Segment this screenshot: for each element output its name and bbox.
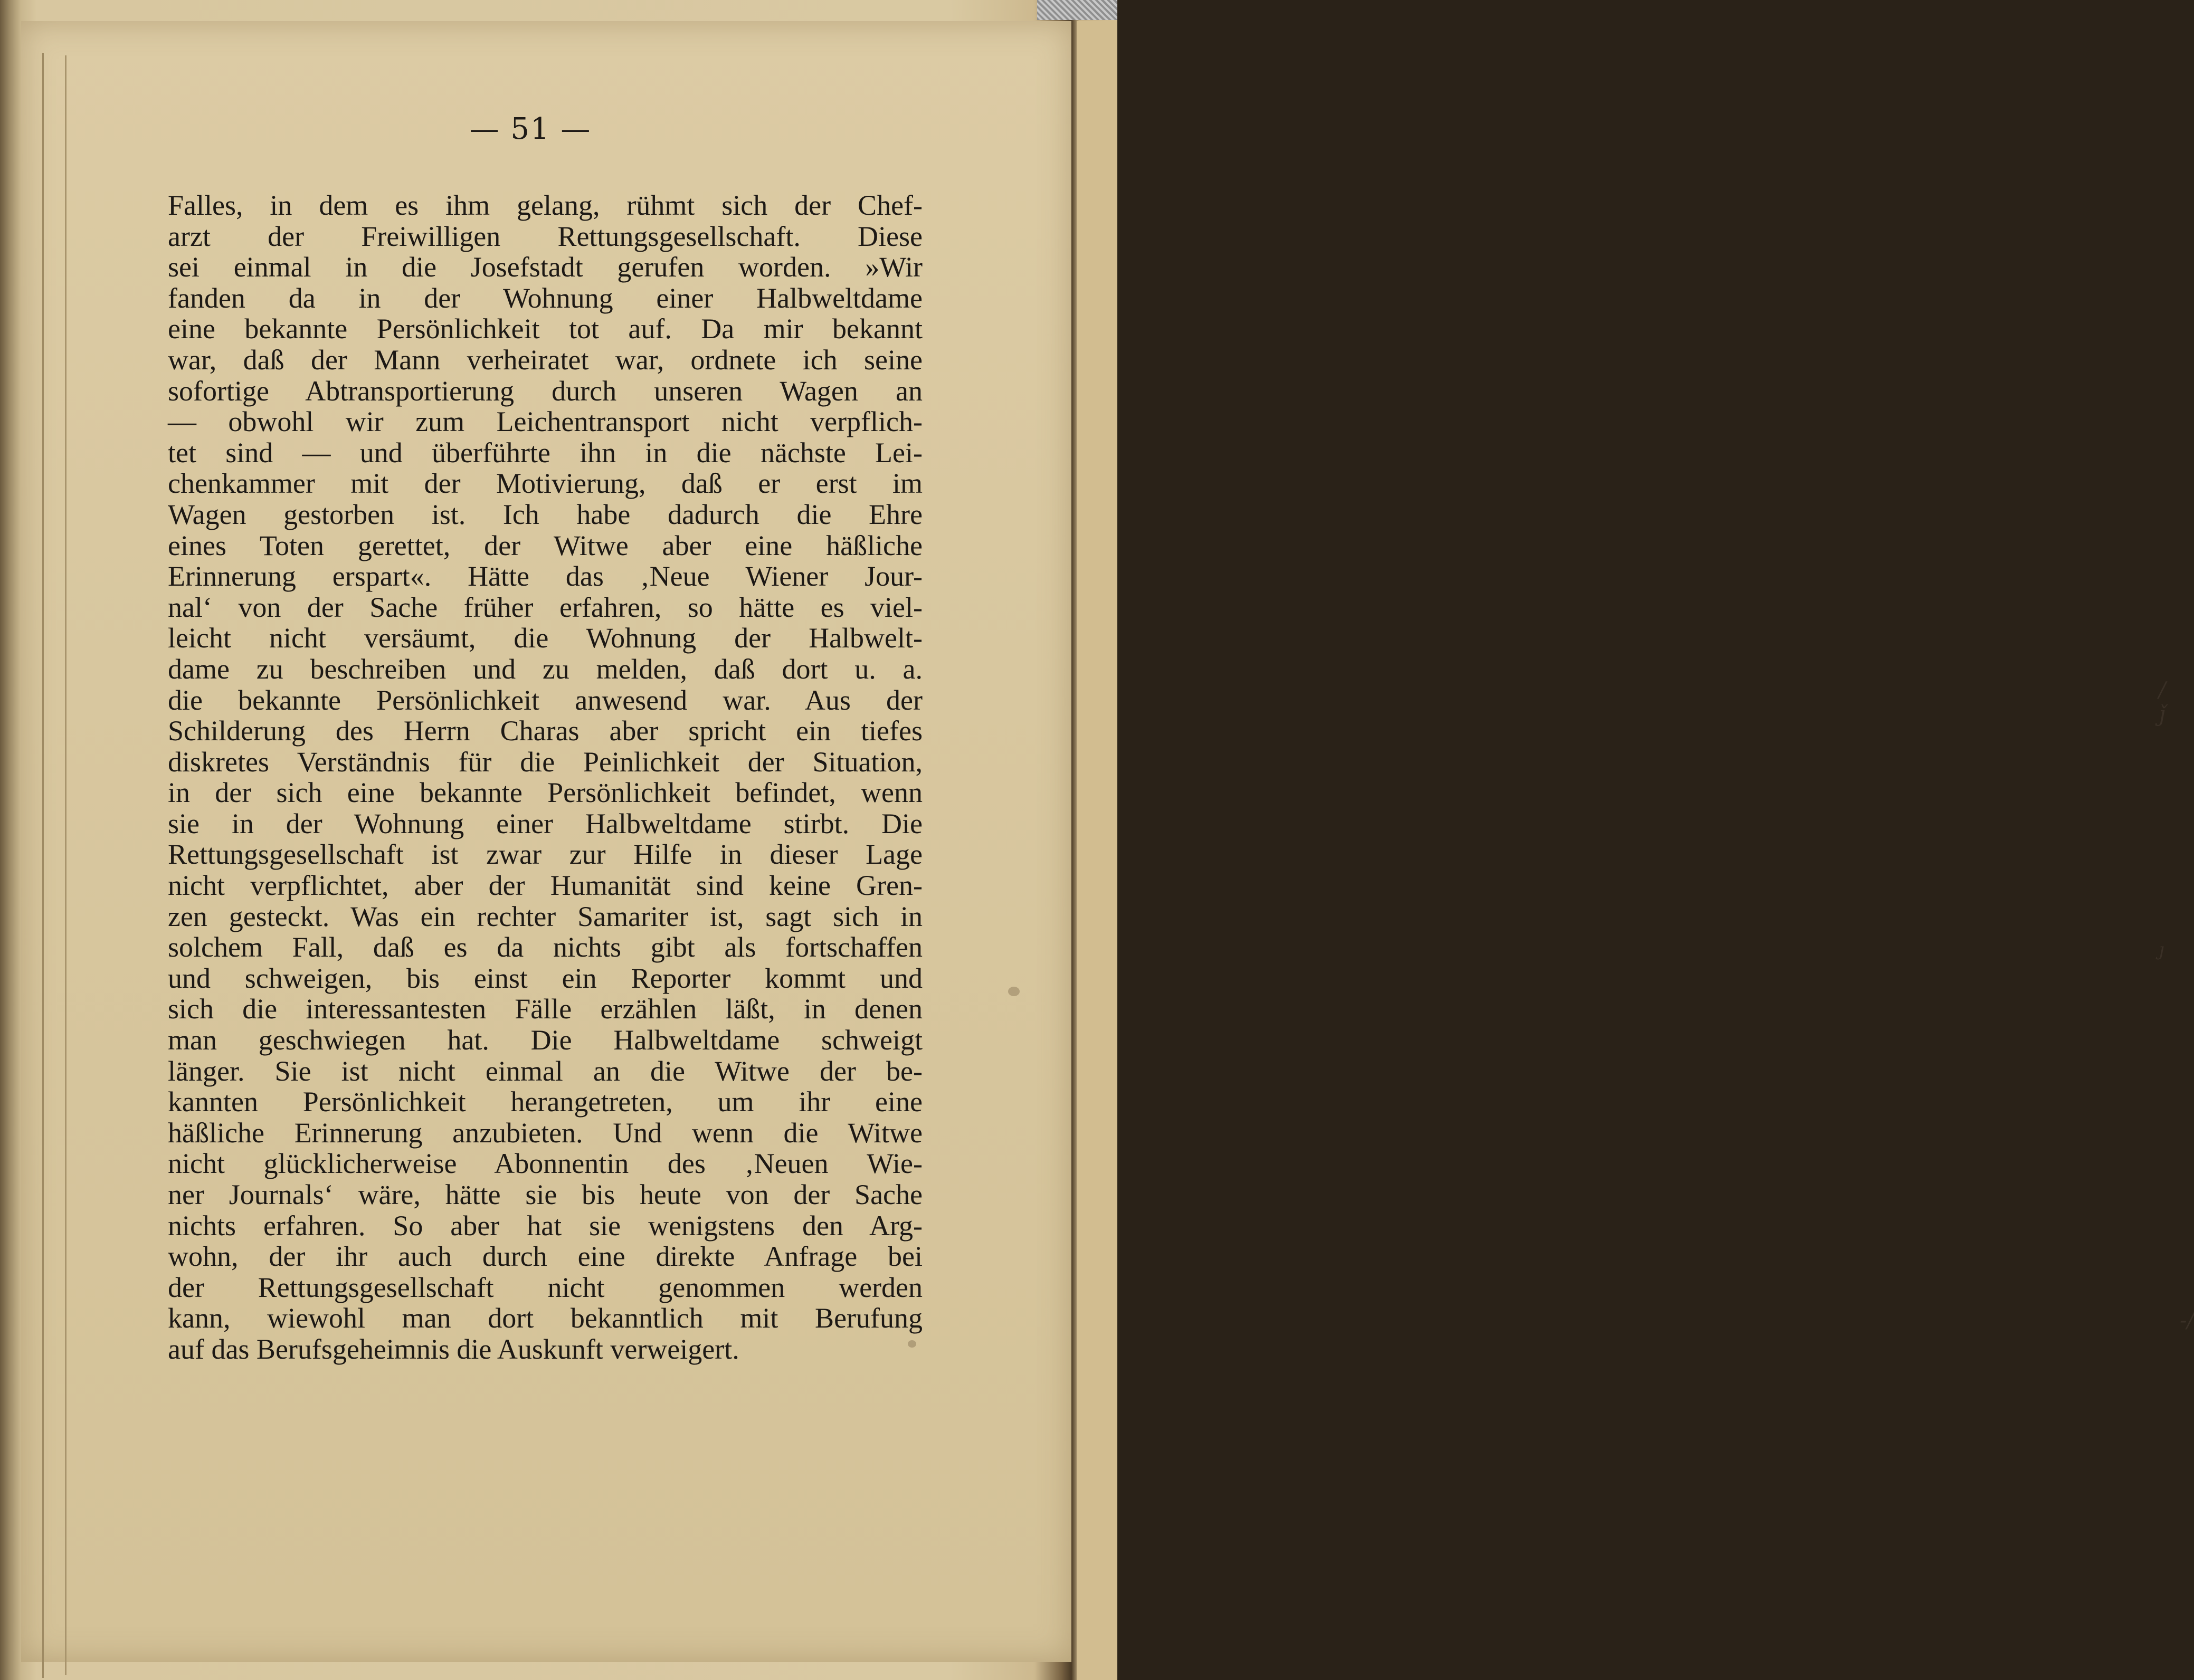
text-line: war, daß der Mann verheiratet war, ordnete ich seine bbox=[168, 343, 923, 376]
text-line: der Rettungsgesellschaft nicht genommen werden bbox=[168, 1271, 923, 1303]
page-stack-edge bbox=[42, 53, 65, 1678]
text-line: kann, wiewohl man dort bekanntlich mit Berufung bbox=[168, 1302, 923, 1334]
text-line: kannten Persönlichkeit herangetreten, um ihr eine bbox=[168, 1086, 923, 1118]
foxing-spot bbox=[1008, 987, 1020, 996]
text-line: auf das Berufsgeheimnis die Auskunft verweigert. bbox=[168, 1333, 739, 1365]
text-line: Falles, in dem es ihm gelang, rühmt sich der Chef- bbox=[168, 189, 923, 221]
text-line: häßliche Erinnerung anzubieten. Und wenn die Witwe bbox=[168, 1116, 923, 1149]
tape-strip bbox=[1037, 0, 1117, 20]
text-line: diskretes Verständnis für die Peinlichkeit der Situation, bbox=[168, 746, 923, 778]
text-line: Wagen gestorben ist. Ich habe dadurch die Ehre bbox=[168, 498, 923, 530]
text-line: dame zu beschreiben und zu melden, daß dort u. a. bbox=[168, 653, 923, 685]
margin-note: /ǰ bbox=[2159, 678, 2166, 727]
page-number: — 51 — bbox=[469, 112, 592, 146]
text-line: Erinnerung erspart«. Hätte das ‚Neue Wiener Jour- bbox=[168, 560, 923, 593]
text-line: länger. Sie ist nicht einmal an die Witwe der be- bbox=[168, 1055, 923, 1087]
text-line: die bekannte Persönlichkeit anwesend war. Aus der bbox=[168, 684, 923, 716]
text-line: nichts erfahren. So aber hat sie wenigstens den Arg- bbox=[168, 1209, 923, 1242]
text-line: eine bekannte Persönlichkeit tot auf. Da mir bekannt bbox=[168, 313, 923, 345]
text-line: man geschwiegen hat. Die Halbweltdame schweigt bbox=[168, 1024, 923, 1056]
text-line: tet sind — und überführte ihn in die nächste Lei- bbox=[168, 436, 923, 469]
margin-note: -/ bbox=[2180, 1309, 2194, 1333]
text-line: sie in der Wohnung einer Halbweltdame stirbt. Die bbox=[168, 807, 923, 839]
text-line: eines Toten gerettet, der Witwe aber eine häßliche bbox=[168, 529, 923, 561]
text-line: leicht nicht versäumt, die Wohnung der Halbwelt- bbox=[168, 622, 923, 654]
text-line: fanden da in der Wohnung einer Halbweltdame bbox=[168, 282, 923, 314]
margin-note: ȷ bbox=[2159, 939, 2164, 960]
body-text bbox=[168, 190, 923, 1365]
text-line: Schilderung des Herrn Charas aber spricht ein tiefes bbox=[168, 715, 923, 747]
text-line: und schweigen, bis einst ein Reporter kommt und bbox=[168, 962, 923, 994]
text-line: solchem Fall, daß es da nichts gibt als fortschaffen bbox=[168, 931, 923, 963]
text-line: wohn, der ihr auch durch eine direkte Anfrage bei bbox=[168, 1240, 923, 1273]
text-line: Rettungsgesellschaft ist zwar zur Hilfe in dieser Lage bbox=[168, 838, 923, 871]
text-line: sich die interessantesten Fälle erzählen läßt, in denen bbox=[168, 993, 923, 1025]
facing-page-edge bbox=[1077, 21, 2194, 1680]
text-line: — obwohl wir zum Leichentransport nicht verpflich- bbox=[168, 406, 923, 438]
text-line: ner Journals‘ wäre, hätte sie bis heute von der Sache bbox=[168, 1179, 923, 1210]
text-line: sofortige Abtransportierung durch unseren Wagen an bbox=[168, 375, 923, 407]
text-line: arzt der Freiwilligen Rettungsgesellschaft. Diese bbox=[168, 220, 923, 252]
text-line: zen gesteckt. Was ein rechter Samariter ist, sagt sich in bbox=[168, 900, 923, 932]
text-line: chenkammer mit der Motivierung, daß er erst im bbox=[168, 467, 923, 500]
text-line: in der sich eine bekannte Persönlichkeit befindet, wenn bbox=[168, 777, 923, 809]
text-line: sei einmal in die Josefstadt gerufen worden. »Wir bbox=[168, 251, 923, 283]
text-line: nal‘ von der Sache früher erfahren, so hätte es viel- bbox=[168, 591, 923, 623]
text-line: nicht verpflichtet, aber der Humanität sind keine Gren- bbox=[168, 870, 923, 902]
text-line: nicht glücklicherweise Abonnentin des ‚Neuen Wie- bbox=[168, 1148, 923, 1180]
